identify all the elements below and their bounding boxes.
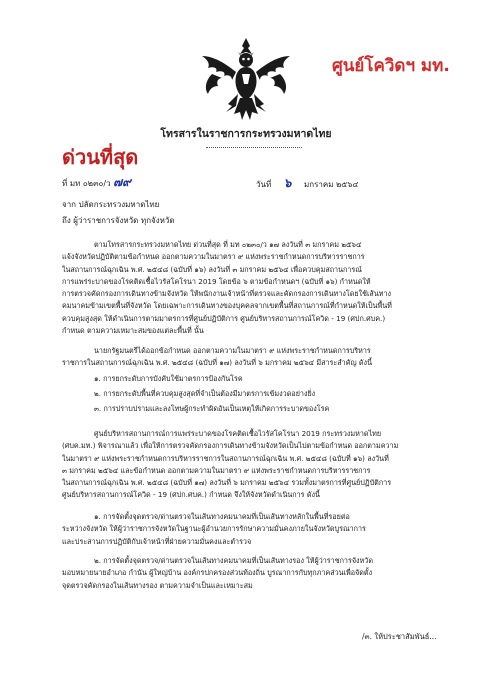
covid-center-stamp: ศูนย์โควิดฯ มท. <box>332 56 450 76</box>
text-line: ในมาตรา ๙ แห่งพระราชกำหนดการบริหารราชการในสถานการณ์ฉุกเฉิน พ.ศ. ๒๕๔๘ (ฉบับที่ ๑๖) ลงวันที่ <box>62 453 389 463</box>
text-line: ศูนย์บริหารสถานการณ์โควิด - 19 (ศปก.ศบค.) กำหนด จึงให้จังหวัดดำเนินการ ดังนี้ <box>62 490 320 500</box>
text-line: ๒. การจัดตั้งจุดตรวจ/ด่านตรวจในเส้นทางคมนาคมที่เป็นเส้นทางรอง ให้ผู้ว่าราชการจังหวัด <box>94 556 373 565</box>
text-line: ศูนย์บริหารสถานการณ์การแพร่ระบาดของโรคติดเชื้อไวรัสโคโรนา 2019 กระทรวงมหาดไทย <box>94 429 382 438</box>
text-line: นายกรัฐมนตรีได้ออกข้อกำหนด ออกตามความในมาตรา ๙ แห่งพระราชกำหนดการบริหาร <box>94 346 371 355</box>
text-line: การตรวจคัดกรองการเดินทางข้ามจังหวัด ให้พนักงานเจ้าหน้าที่ตรวจและคัดกรองการเดินทางโดยใช้เส้นทาง <box>62 289 392 299</box>
date-day-handwritten: ๖ <box>283 176 292 190</box>
text-line: แจ้งจังหวัดปฏิบัติตามข้อกำหนด ออกตามความในมาตรา ๙ แห่งพระราชกำหนดการบริหารราชการ <box>62 252 365 262</box>
document-date <box>256 174 359 193</box>
text-line: ๓ มกราคม ๒๕๖๔ และข้อกำหนด ออกตามความในมาตรา ๙ แห่งพระราชกำหนดการบริหารราชการ <box>62 465 371 475</box>
text-line: ระหว่างจังหวัด ให้ผู้ว่าราชการจังหวัดในฐานะผู้อำนวยการรักษาความมั่นคงภายในจังหวัดบูรณาการ <box>62 524 366 534</box>
text-line: (ศบค.มท.) พิจารณาแล้ว เพื่อให้การตรวจคัดกรองการเดินทางข้ามจังหวัดเป็นไปตามข้อกำหนด ออกตามความ <box>62 441 399 451</box>
document-number-label: ที่ มท ๐๒๓๐/ว <box>62 179 111 188</box>
text-line: กำหนด ตามความเหมาะสมของแต่ละพื้นที่ นั้น <box>62 326 204 336</box>
text-line: ราชการในสถานการณ์ฉุกเฉิน พ.ศ. ๒๕๔๘ (ฉบับที่ ๑๗) ลงวันที่ ๖ มกราคม ๒๕๖๔ มีสาระสำคัญ ดังนี้ <box>62 358 372 368</box>
list-item: ๓. การปราบปรามและลงโทษผู้กระทำผิดอันเป็นเหตุให้เกิดการระบาดของโรค <box>94 404 330 413</box>
document-number <box>62 173 131 192</box>
text-line: ในสถานการณ์ฉุกเฉิน พ.ศ. ๒๕๔๘ (ฉบับที่ ๑๗) ลงวันที่ ๖ มกราคม ๒๕๖๔ รวมทั้งมาตรการที่ศูนย์ปฏิบัติการ <box>62 478 392 488</box>
text-line: ๑. การจัดตั้งจุดตรวจ/ด่านตรวจในเส้นทางคมนาคมที่เป็นเส้นทางหลักในพื้นที่รอยต่อ <box>94 512 350 521</box>
list-item: ๑. การยกระดับการบังคับใช้มาตรการป้องกันโรค <box>94 374 243 383</box>
paragraph-item-1 <box>62 511 434 548</box>
text-line: ควบคุมสูงสุด ให้ดำเนินการตามมาตรการที่ศูนย์ปฏิบัติการ ศูนย์บริหารสถานการณ์โควิด - 19 (ศปก.ศบค.) <box>62 313 386 323</box>
date-month-year: มกราคม ๒๕๖๔ <box>303 180 359 189</box>
date-label: วันที่ <box>256 180 272 189</box>
from-line: จาก ปลัดกระทรวงมหาดไทย <box>62 200 160 209</box>
document-title: โทรสารในราชการกระทรวงมหาดไทย <box>160 128 332 140</box>
urgency-label: ด่วนที่สุด <box>62 145 139 169</box>
paragraph-item-2 <box>62 555 434 592</box>
continuation-note: /๓. ให้ประชาสัมพันธ์... <box>362 632 437 641</box>
text-line: ตามโทรสารกระทรวงมหาดไทย ด่วนที่สุด ที่ มท ๐๒๓๐/ว ๑๗ ลงวันที่ ๓ มกราคม ๒๕๖๔ <box>94 240 362 249</box>
to-line: ถึง ผู้ว่าราชการจังหวัด ทุกจังหวัด <box>62 216 175 225</box>
paragraph-decree <box>62 345 434 370</box>
paragraph-center-decision <box>62 428 434 502</box>
garuda-emblem-icon <box>198 34 294 124</box>
text-line: จุดตรวจคัดกรองในเส้นทางรอง ตามความจำเป็นและเหมาะสม <box>62 580 253 590</box>
paragraph-reference <box>62 239 434 337</box>
text-line: และประสานการปฏิบัติกับเจ้าหน้าที่ฝ่ายความมั่นคงและตำรวจ <box>62 536 252 546</box>
title-divider <box>206 147 302 148</box>
text-line: การแพร่ระบาดของโรคติดเชื้อไวรัสโคโรนา 2019 โดยข้อ ๖ ตามข้อกำหนดฯ (ฉบับที่ ๑๖) กำหนดให้ <box>62 276 371 286</box>
text-line: คมนาคมข้ามเขตพื้นที่จังหวัด โดยเฉพาะการเดินทางของบุคคลจากเขตพื้นที่สถานการณ์ที่กำหนดให้เป็นพื้นที่ <box>62 301 392 311</box>
list-item: ๒. การยกระดับพื้นที่ควบคุมสูงสุดที่จำเป็นต้องมีมาตรการเข้มงวดอย่างยิ่ง <box>94 389 316 398</box>
text-line: ในสถานการณ์ฉุกเฉิน พ.ศ. ๒๕๔๘ (ฉบับที่ ๑๖) ลงวันที่ ๓ มกราคม ๒๕๖๔ เพื่อควบคุมสถานการณ์ <box>62 264 362 274</box>
text-line: มอบหมายนายอำเภอ กำนัน ผู้ใหญ่บ้าน องค์กรปกครองส่วนท้องถิ่น บูรณาการกับทุกภาคส่วนเพื่อจัดตั้ง <box>62 568 373 578</box>
document-number-handwritten: ๗๙ <box>113 175 131 189</box>
